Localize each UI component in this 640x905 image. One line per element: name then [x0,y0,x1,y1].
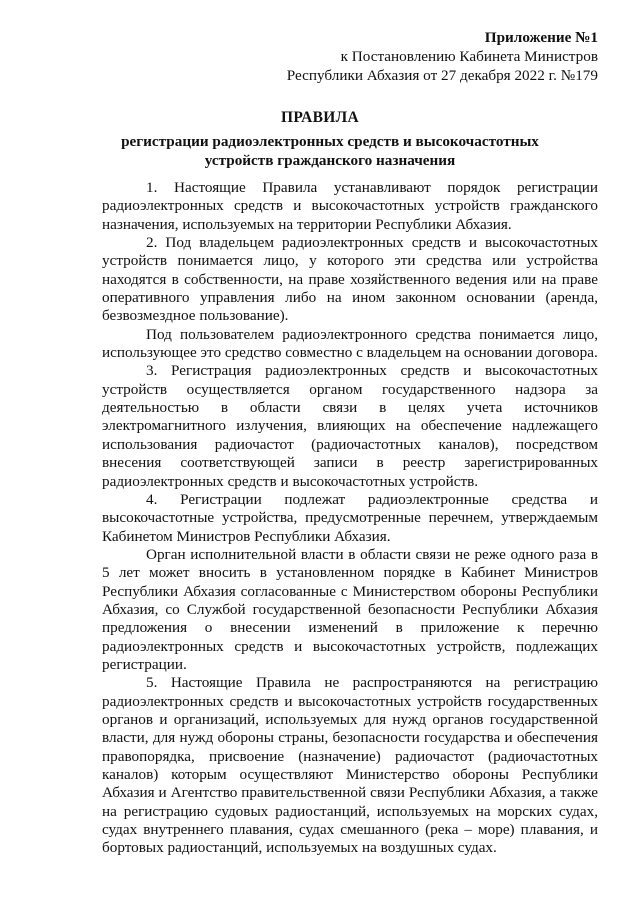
appendix-line-1: к Постановлению Кабинета Министров [340,48,598,65]
paragraph-3: 3. Регистрация радиоэлектронных средств и высокочастотных устройств осуществляется органом государственного надзора за деятельностью в области связи в целях учета источников электромагнитного излучения, влияющих на обеспечение надлежащего использования радиочастот (радиочастотных каналов), посредством внесения соответствующей записи в реестр зарегистрированных радиоэлектронных средств и высокочастотных устройств. [102,362,598,490]
paragraph-1: 1. Настоящие Правила устанавливают порядок регистрации радиоэлектронных средств и высокочастотных устройств гражданского назначения, используемых на территории Республики Абхазия. [102,179,598,233]
paragraph-2-note: Под пользователем радиоэлектронного средства понимается лицо, использующее это средство совместно с владельцем на основании договора. [102,325,598,362]
paragraph-4: 4. Регистрации подлежат радиоэлектронные средства и высокочастотные устройства, предусмотренные перечнем, утверждаемым Кабинетом Министров Республики Абхазия. [102,490,598,545]
appendix-line-2: Республики Абхазия от 27 декабря 2022 г. №179 [286,67,598,84]
document-title: ПРАВИЛА [281,109,359,126]
appendix-label: Приложение №1 [484,29,598,46]
appendix-header [287,28,598,85]
paragraph-5: 5. Настоящие Правила не распространяются на регистрацию радиоэлектронных средств и высокочастотных устройств государственных органов и организаций, используемых для нужд органов государственной власти, для нужд обороны страны, безопасности государства и обеспечения правопорядка, присвоение (назначение) радиочастот (радиочастотных каналов) которым осуществляют Министерство обороны Республики Абхазия и Агентство правительственной связи Республики Абхазия, а также на регистрацию судовых радиостанций, используемых на морских судах, судах внутреннего плавания, судах смешанного (река – море) плавания, и бортовых радиостанций, используемых на воздушных судах. [102,674,598,857]
paragraph-4-note: Орган исполнительной власти в области связи не реже одного раза в 5 лет может вносить в установленном порядке в Кабинет Министров Республики Абхазия согласованные с Министерством обороны Республики Абхазия, со Службой государственной безопасности Республики Абхазия предложения о внесении изменений в приложение к перечню радиоэлектронных средств и высокочастотных устройств, подлежащих регистрации. [102,545,598,673]
document-body [102,179,598,858]
paragraph-2: 2. Под владельцем радиоэлектронных средств и высокочастотных устройств понимается лицо, у которого эти средства или устройства находятся в собственности, на праве хозяйственного ведения или на праве оперативного управления либо на ином законном основании (аренда, безвозмездное пользование). [102,234,598,325]
document-subtitle: регистрации радиоэлектронных средств и высокочастотных устройств гражданского назначения [121,133,539,169]
